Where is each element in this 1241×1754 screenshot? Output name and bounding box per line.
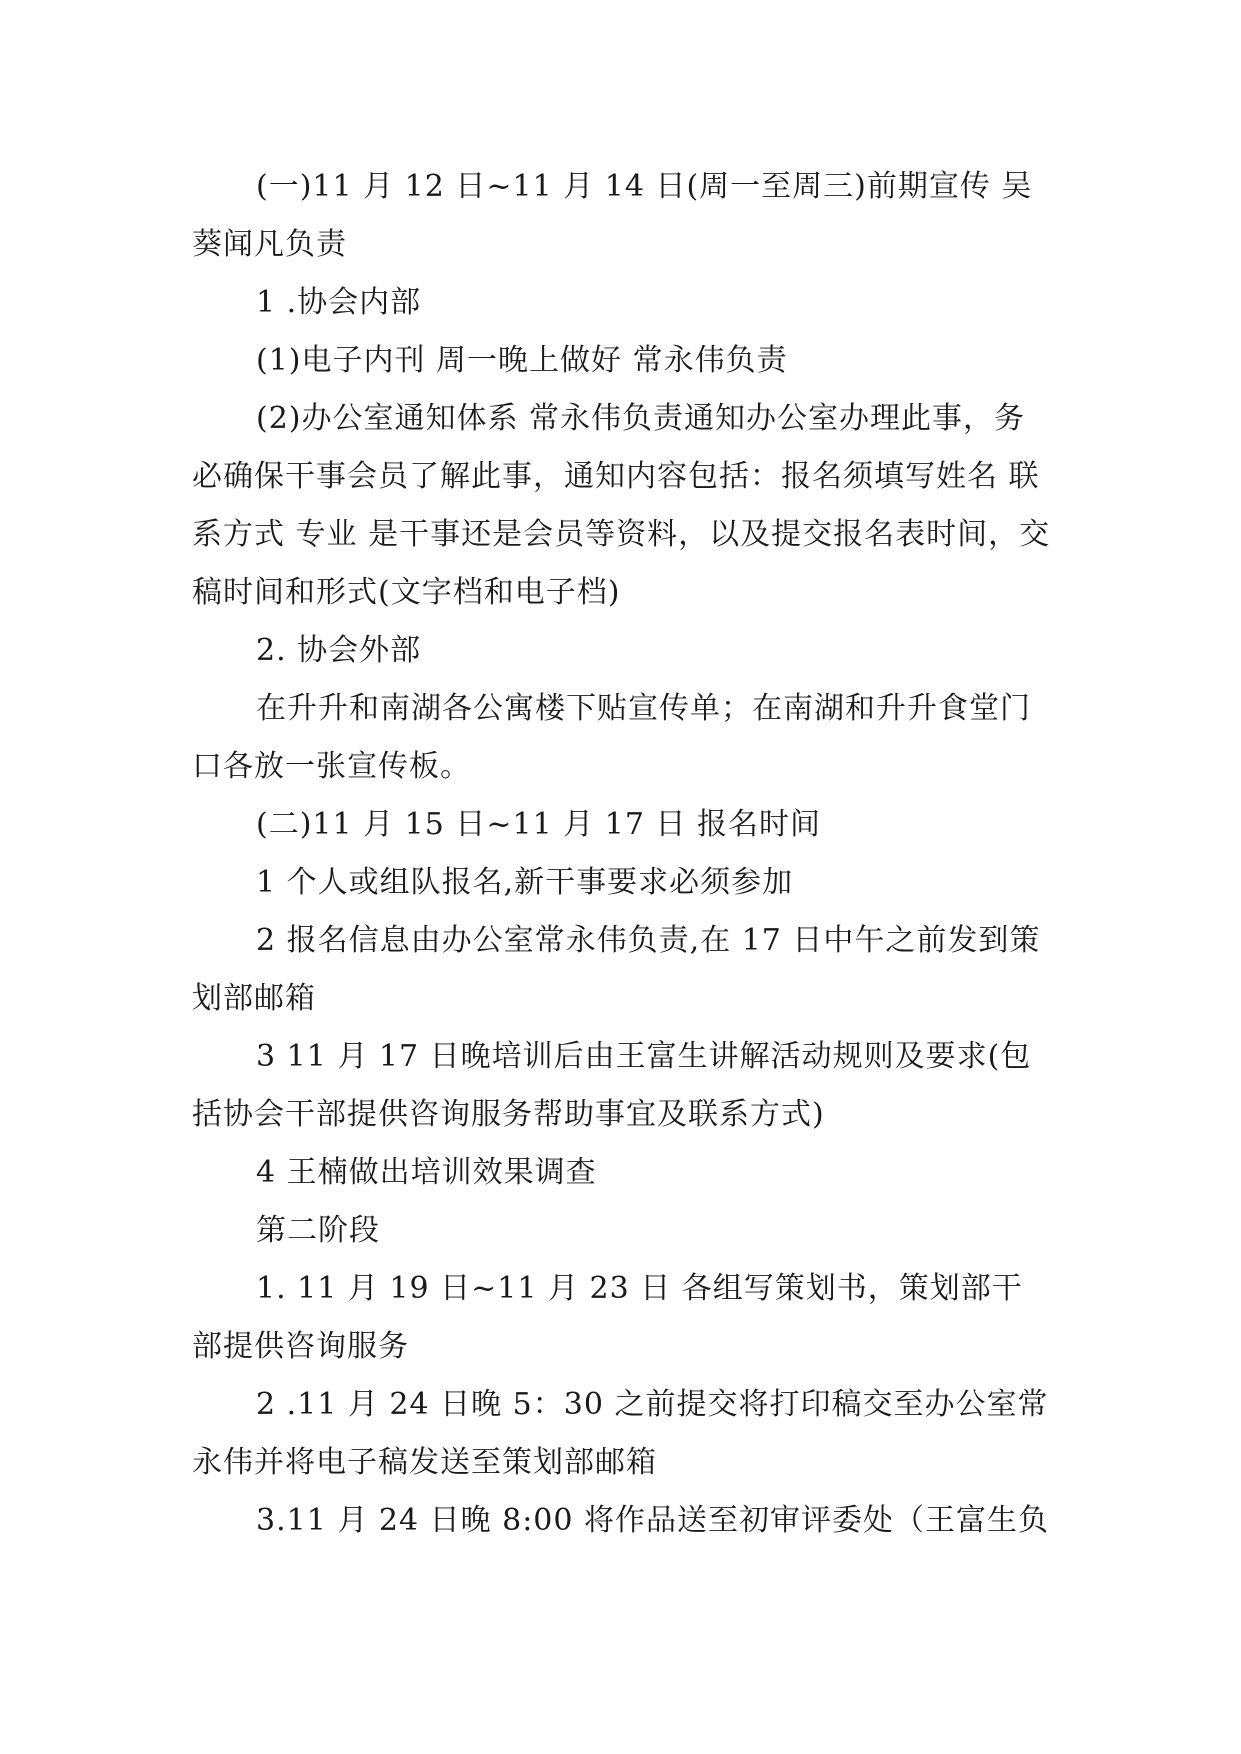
paragraph-stage-two-item-3: 3.11 月 24 日晚 8:00 将作品送至初审评委处（王富生负: [256, 1503, 1050, 1538]
paragraph-stage-two-item-2: 2 .11 月 24 日晚 5：30 之前提交将打印稿交至办公室常永伟并将电子稿发送至策划部邮箱: [192, 1387, 1049, 1480]
document-body: [192, 158, 1052, 1550]
paragraph-posters: 在升升和南湖各公寓楼下贴宣传单；在南湖和升升食堂门口各放一张宣传板。: [192, 691, 1031, 784]
paragraph-registration-item-4: 4 王楠做出培训效果调查: [256, 1155, 597, 1190]
paragraph-registration-item-3: 3 11 月 17 日晚培训后由王富生讲解活动规则及要求(包括协会干部提供咨询服务帮助事宜及联系方式): [192, 1039, 1032, 1132]
paragraph-e-newsletter: (1)电子内刊 周一晚上做好 常永伟负责: [256, 343, 788, 378]
paragraph-stage-two-item-1: 1. 11 月 19 日~11 月 23 日 各组写策划书，策划部干部提供咨询服务: [192, 1271, 1023, 1364]
paragraph-publicity-phase: (一)11 月 12 日~11 月 14 日(周一至周三)前期宣传 吴葵闻凡负责: [192, 169, 1033, 262]
paragraph-external-heading: 2. 协会外部: [256, 633, 422, 668]
paragraph-office-notice: (2)办公室通知体系 常永伟负责通知办公室办理此事，务必确保干事会员了解此事，通知内容包括：报名须填写姓名 联系方式 专业 是干事还是会员等资料，以及提交报名表时间，交稿时间和形式(文字档和电子档): [192, 401, 1051, 610]
paragraph-stage-two-heading: 第二阶段: [256, 1213, 380, 1248]
paragraph-registration-item-1: 1 个人或组队报名,新干事要求必须参加: [256, 865, 794, 900]
paragraph-registration-item-2: 2 报名信息由办公室常永伟负责,在 17 日中午之前发到策划部邮箱: [192, 923, 1041, 1016]
paragraph-internal-heading: 1 .协会内部: [256, 285, 422, 320]
paragraph-registration-phase: (二)11 月 15 日~11 月 17 日 报名时间: [256, 807, 821, 842]
